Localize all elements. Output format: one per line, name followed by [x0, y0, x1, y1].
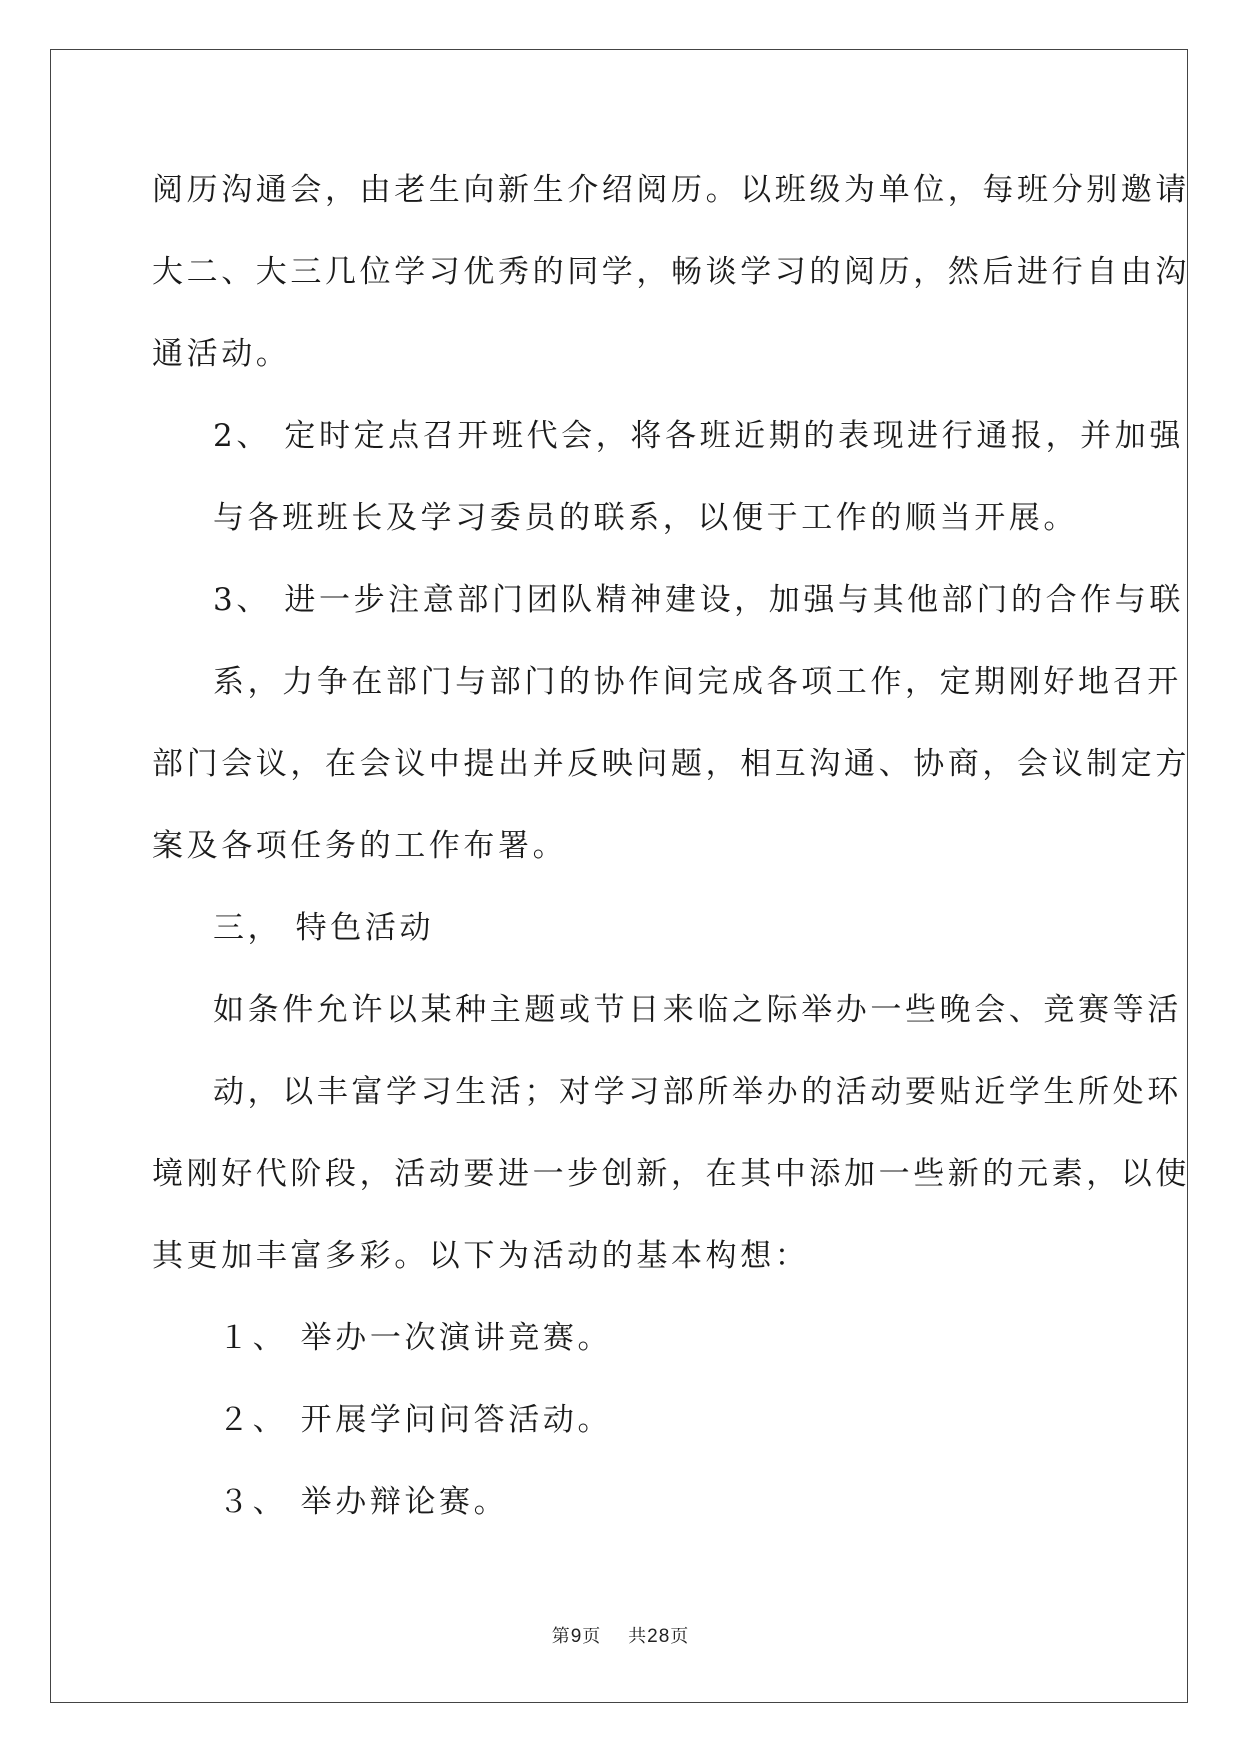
total-prefix: 共 — [628, 1626, 648, 1647]
total-pages: 28 — [647, 1626, 671, 1647]
page-footer — [0, 1625, 1241, 1649]
paragraph-line: 部门会议，在会议中提出并反映问题，相互沟通、协商，会议制定方 — [152, 746, 1190, 782]
page-prefix: 第 — [551, 1626, 571, 1647]
list-item-line: ３、 举办辩论赛。 — [218, 1484, 509, 1520]
paragraph-line: 大二、大三几位学习优秀的同学，畅谈学习的阅历，然后进行自由沟 — [152, 254, 1190, 290]
list-item-line: 2、 定时定点召开班代会，将各班近期的表现进行通报，并加强 — [213, 418, 1184, 454]
paragraph-line: 通活动。 — [152, 336, 291, 372]
paragraph-line: 动，以丰富学习生活；对学习部所举办的活动要贴近学生所处环 — [213, 1074, 1182, 1110]
page-number: 9 — [570, 1626, 583, 1647]
total-suffix: 页 — [670, 1626, 690, 1647]
list-item-line: 3、 进一步注意部门团队精神建设，加强与其他部门的合作与联 — [213, 582, 1184, 618]
list-item-line: １、 举办一次演讲竞赛。 — [218, 1320, 613, 1356]
section-heading: 三， 特色活动 — [213, 910, 435, 946]
list-item-line: 系，力争在部门与部门的协作间完成各项工作，定期刚好地召开 — [213, 664, 1182, 700]
page-border — [50, 49, 1188, 1703]
paragraph-line: 案及各项任务的工作布署。 — [152, 828, 568, 864]
list-item-line: ２、 开展学问问答活动。 — [218, 1402, 613, 1438]
paragraph-line: 如条件允许以某种主题或节日来临之际举办一些晚会、竞赛等活 — [213, 992, 1182, 1028]
page-suffix: 页 — [582, 1626, 602, 1647]
list-item-line: 与各班班长及学习委员的联系，以便于工作的顺当开展。 — [213, 500, 1078, 536]
paragraph-line: 阅历沟通会，由老生向新生介绍阅历。以班级为单位，每班分别邀请 — [152, 172, 1190, 208]
paragraph-line: 其更加丰富多彩。以下为活动的基本构想： — [152, 1238, 810, 1274]
paragraph-line: 境刚好代阶段，活动要进一步创新，在其中添加一些新的元素，以使 — [152, 1156, 1190, 1192]
